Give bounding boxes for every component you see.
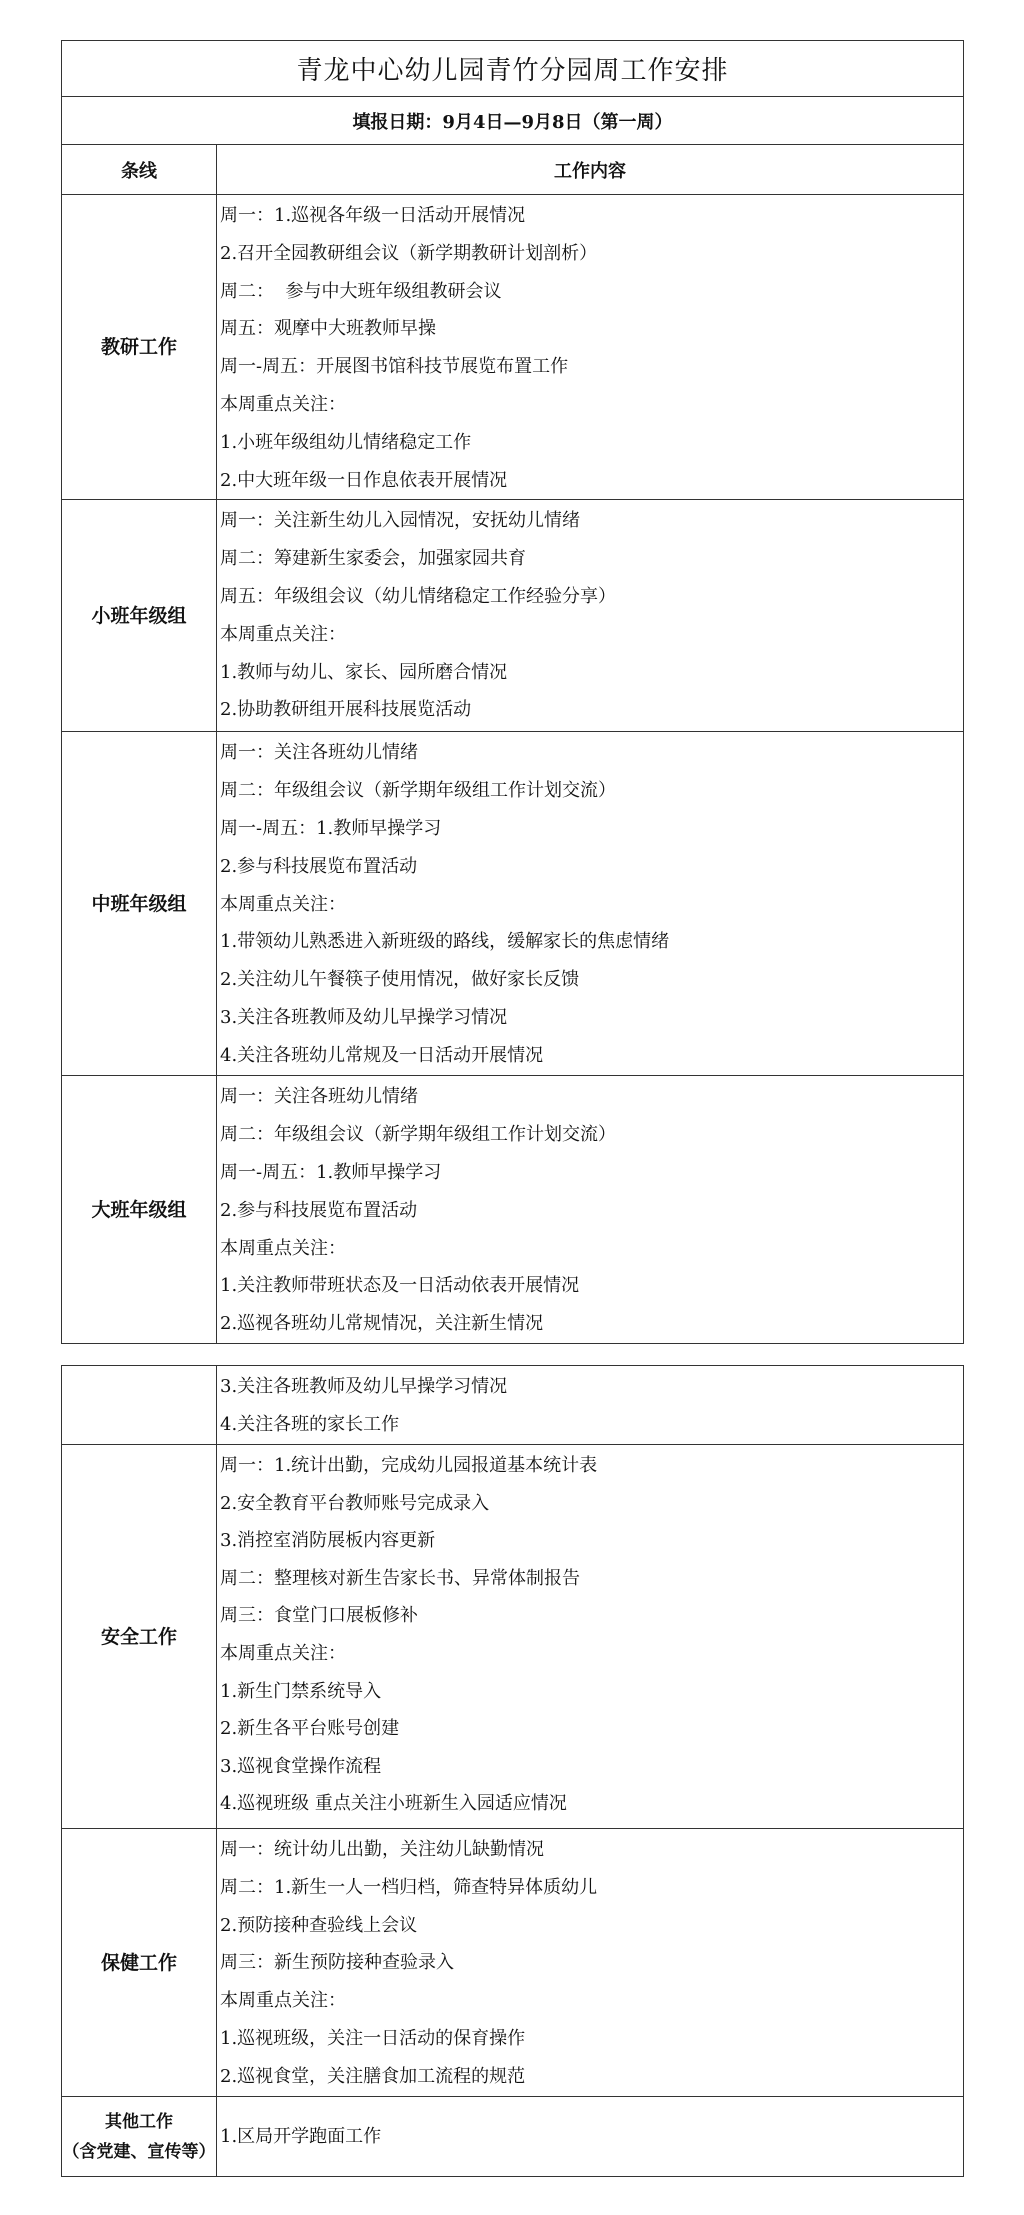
- content-line: 2.新生各平台账号创建: [220, 1718, 400, 1740]
- content-line: 1.区局开学跑面工作: [220, 2125, 382, 2147]
- content-line: 2.巡视食堂，关注膳食加工流程的规范: [220, 2065, 526, 2087]
- content-line: 2.安全教育平台教师账号完成录入: [220, 1492, 490, 1514]
- content-line: 周一：关注各班幼儿情绪: [220, 1086, 418, 1108]
- category-large-class: 大班年级组: [62, 1076, 217, 1344]
- content-health: [217, 1829, 964, 2097]
- content-line: 2.关注幼儿午餐筷子使用情况，做好家长反馈: [220, 969, 580, 991]
- content-middle-class: [217, 732, 964, 1076]
- date-row: [62, 97, 964, 145]
- content-line: 3.关注各班教师及幼儿早操学习情况: [220, 1376, 508, 1397]
- category-other-line1: 其他工作: [105, 2111, 173, 2132]
- content-teaching: [217, 195, 964, 500]
- content-line: 1.小班年级组幼儿情绪稳定工作: [220, 431, 472, 453]
- row-middle-class: [62, 732, 964, 1076]
- content-line: 2.巡视各班幼儿常规情况，关注新生情况: [220, 1313, 544, 1335]
- content-line: 周三：食堂门口展板修补: [220, 1605, 418, 1627]
- content-line: 2.协助教研组开展科技展览活动: [220, 699, 472, 721]
- title-row: [62, 41, 964, 97]
- category-other-line2: （含党建、宣传等）: [62, 2141, 216, 2162]
- report-date: 填报日期：9月4日—9月8日（第一周）: [62, 97, 964, 145]
- content-large-class-continued: [217, 1366, 964, 1445]
- content-line: 周一-周五：1.教师早操学习: [220, 817, 442, 839]
- schedule-table-part-2: [61, 1365, 964, 2177]
- header-category: 条线: [62, 145, 217, 195]
- content-line: 1.巡视班级，关注一日活动的保育操作: [220, 2027, 526, 2049]
- category-small-class: 小班年级组: [62, 500, 217, 732]
- content-line: 周二：筹建新生家委会，加强家园共育: [220, 548, 526, 570]
- category-safety: 安全工作: [62, 1445, 217, 1829]
- content-line: 2.召开全园教研组会议（新学期教研计划剖析）: [220, 242, 598, 264]
- row-health: [62, 1829, 964, 2097]
- content-line: 1.教师与幼儿、家长、园所磨合情况: [220, 661, 508, 683]
- header-row: [62, 145, 964, 195]
- content-line: 周五：观摩中大班教师早操: [220, 318, 436, 340]
- category-health: 保健工作: [62, 1829, 217, 2097]
- content-line: 3.消控室消防展板内容更新: [220, 1530, 436, 1552]
- content-line: 3.关注各班教师及幼儿早操学习情况: [220, 1006, 508, 1028]
- content-line: 本周重点关注：: [220, 1990, 346, 2012]
- content-line: 周三：新生预防接种查验录入: [220, 1952, 454, 1974]
- content-line: 周二：年级组会议（新学期年级组工作计划交流）: [220, 1124, 616, 1146]
- content-line: 周一-周五：开展图书馆科技节展览布置工作: [220, 356, 569, 378]
- content-line: 4.关注各班的家长工作: [220, 1413, 400, 1435]
- content-line: 周一：关注各班幼儿情绪: [220, 742, 418, 764]
- row-teaching: [62, 195, 964, 500]
- content-line: 2.中大班年级一日作息依表开展情况: [220, 469, 508, 491]
- category-empty: [62, 1366, 217, 1445]
- content-line: 周一：关注新生幼儿入园情况，安抚幼儿情绪: [220, 510, 580, 532]
- content-line: 周五：年级组会议（幼儿情绪稳定工作经验分享）: [220, 585, 616, 607]
- row-safety: [62, 1445, 964, 1829]
- content-line: 1.新生门禁系统导入: [220, 1680, 382, 1702]
- row-large-class-continued: [62, 1366, 964, 1445]
- content-line: 本周重点关注：: [220, 393, 346, 415]
- content-line: 2.预防接种查验线上会议: [220, 1914, 418, 1936]
- content-safety: [217, 1445, 964, 1829]
- content-line: 周二：年级组会议（新学期年级组工作计划交流）: [220, 780, 616, 802]
- content-small-class: [217, 500, 964, 732]
- header-content: 工作内容: [217, 145, 964, 195]
- content-line: 周二：1.新生一人一档归档，筛查特异体质幼儿: [220, 1876, 598, 1898]
- schedule-table-part-1: [61, 40, 964, 1344]
- category-middle-class: 中班年级组: [62, 732, 217, 1076]
- content-line: 本周重点关注：: [220, 893, 346, 915]
- page-title: 青龙中心幼儿园青竹分园周工作安排: [62, 41, 964, 97]
- content-line: 1.关注教师带班状态及一日活动依表开展情况: [220, 1275, 580, 1297]
- content-line: 本周重点关注：: [220, 1642, 346, 1664]
- content-line: 周二：整理核对新生告家长书、异常体制报告: [220, 1567, 580, 1589]
- content-line: 4.关注各班幼儿常规及一日活动开展情况: [220, 1044, 544, 1066]
- content-line: 周二： 参与中大班年级组教研会议: [220, 280, 502, 302]
- category-other: [62, 2097, 217, 2177]
- content-line: 2.参与科技展览布置活动: [220, 855, 418, 877]
- content-other: [217, 2097, 964, 2177]
- content-line: 本周重点关注：: [220, 1237, 346, 1259]
- category-teaching: 教研工作: [62, 195, 217, 500]
- content-line: 周一：统计幼儿出勤，关注幼儿缺勤情况: [220, 1839, 544, 1860]
- row-other: [62, 2097, 964, 2177]
- content-line: 周一：1.统计出勤，完成幼儿园报道基本统计表: [220, 1455, 598, 1476]
- row-large-class: [62, 1076, 964, 1344]
- content-line: 本周重点关注：: [220, 623, 346, 645]
- content-line: 1.带领幼儿熟悉进入新班级的路线，缓解家长的焦虑情绪: [220, 931, 670, 953]
- content-line: 3.巡视食堂操作流程: [220, 1755, 382, 1777]
- row-small-class: [62, 500, 964, 732]
- content-line: 周一-周五：1.教师早操学习: [220, 1161, 442, 1183]
- content-line: 周一：1.巡视各年级一日活动开展情况: [220, 205, 526, 226]
- content-line: 4.巡视班级 重点关注小班新生入园适应情况: [220, 1793, 567, 1815]
- content-large-class: [217, 1076, 964, 1344]
- content-line: 2.参与科技展览布置活动: [220, 1199, 418, 1221]
